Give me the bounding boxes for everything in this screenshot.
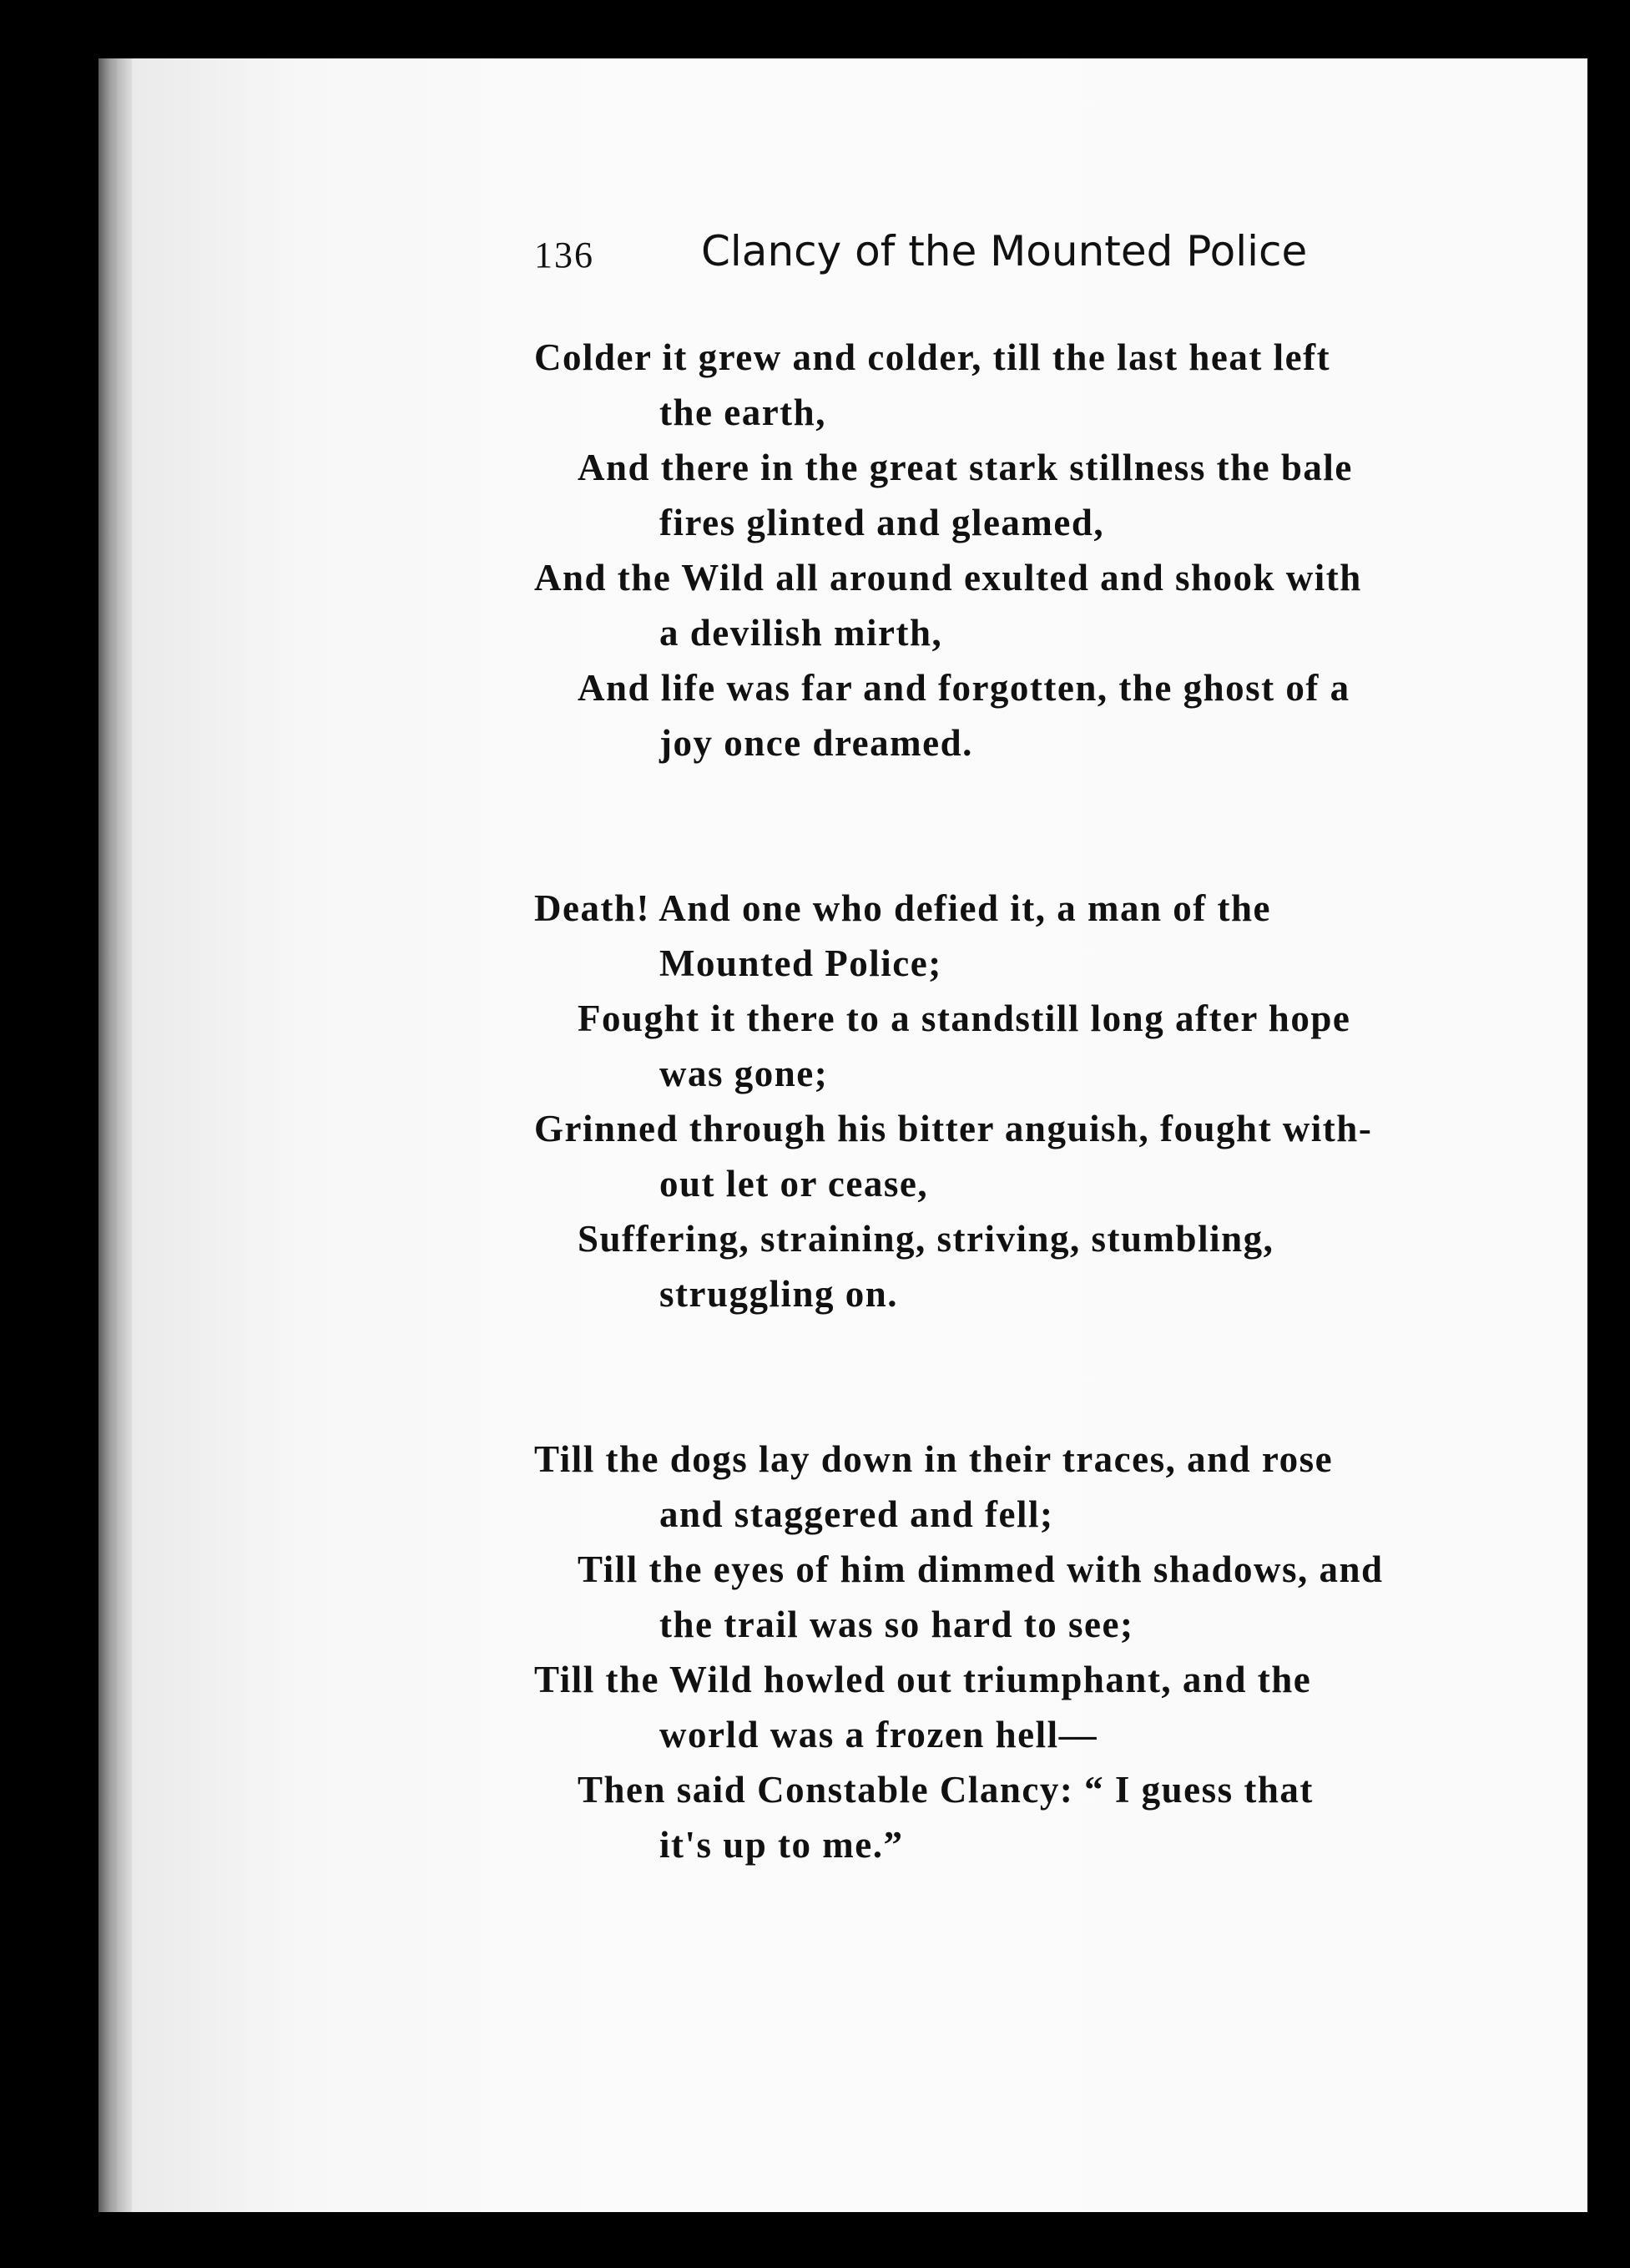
verse-line-continuation: it's up to me.” (659, 1824, 904, 1866)
verse-line (534, 1211, 1477, 1321)
verse-line-continuation: and staggered and fell; (659, 1493, 1054, 1535)
stanza-2 (534, 881, 1477, 1321)
verse-line-text: Fought it there to a standstill long after hope (578, 998, 1351, 1039)
verse-line-text: And there in the great stark stillness the bale (578, 447, 1353, 488)
verse-line-text: Colder it grew and colder, till the last heat left (534, 336, 1331, 378)
verse-line-continuation: a devilish mirth, (659, 612, 943, 654)
running-title: Clancy of the Mounted Police (701, 227, 1308, 275)
verse-line-text: Death! And one who defied it, a man of the (534, 887, 1272, 929)
verse-line-continuation: was gone; (659, 1053, 829, 1094)
page-binding-edge (98, 58, 132, 2212)
verse-line-continuation: out let or cease, (659, 1163, 929, 1205)
verse-line (534, 991, 1477, 1101)
verse-line-continuation: joy once dreamed. (659, 722, 973, 764)
verse-line-continuation: Mounted Police; (659, 942, 942, 984)
verse-line-text: Till the eyes of him dimmed with shadows, and (578, 1548, 1384, 1590)
verse-line-text: And life was far and forgotten, the ghost of a (578, 667, 1350, 709)
page-number: 136 (534, 235, 594, 275)
verse-line (534, 1652, 1477, 1762)
verse-line (534, 1101, 1477, 1211)
verse-line-text: Till the Wild howled out triumphant, and the (534, 1659, 1312, 1700)
verse-line-continuation: fires glinted and gleamed, (659, 502, 1105, 543)
verse-line (534, 330, 1477, 440)
poem-text (534, 330, 1477, 1983)
verse-line-text: Then said Constable Clancy: “ I guess that (578, 1769, 1314, 1811)
verse-line (534, 881, 1477, 991)
verse-line (534, 1762, 1477, 1872)
verse-line-text: Grinned through his bitter anguish, fought with- (534, 1108, 1373, 1149)
verse-line (534, 440, 1477, 550)
verse-line-text: Till the dogs lay down in their traces, and rose (534, 1438, 1334, 1480)
stanza-3 (534, 1432, 1477, 1872)
verse-line-continuation: world was a frozen hell— (659, 1714, 1098, 1755)
verse-line-continuation: struggling on. (659, 1273, 899, 1315)
page-header (534, 227, 1369, 285)
verse-line-text: Suffering, straining, striving, stumbling, (578, 1218, 1274, 1260)
verse-line (534, 1432, 1477, 1542)
verse-line (534, 550, 1477, 660)
verse-line-continuation: the trail was so hard to see; (659, 1604, 1134, 1645)
stanza-1 (534, 330, 1477, 770)
verse-line-text: And the Wild all around exulted and shook with (534, 557, 1362, 599)
verse-line-continuation: the earth, (659, 391, 826, 433)
verse-line (534, 660, 1477, 770)
verse-line (534, 1542, 1477, 1652)
